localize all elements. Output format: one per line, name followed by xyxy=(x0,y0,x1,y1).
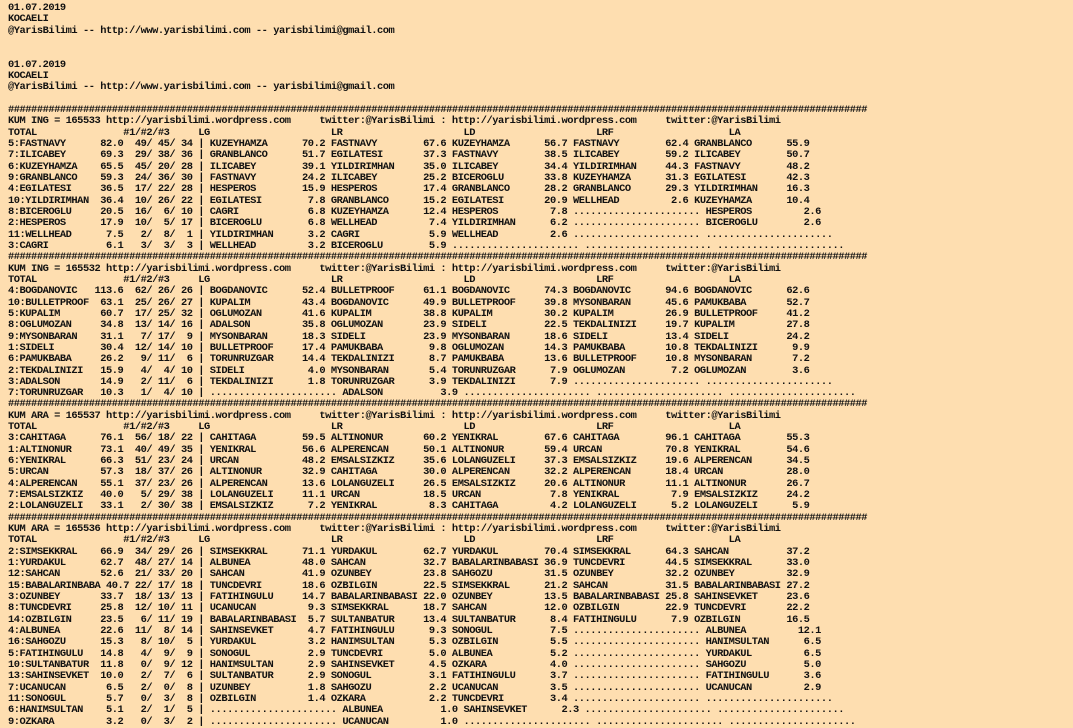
document-line: 2:HESPEROS 17.9 10/ 5/ 17 | BICEROGLU 6.8 WELLHEAD 7.4 YILDIRIMHAN 6.2 ...................... BICEROGLU 2.6 xyxy=(8,217,821,230)
document-line: 6:YENIKRAL 66.3 51/ 23/ 24 | URCAN 48.2 EMSALSIZKIZ 35.6 LOLANGUZELI 37.3 EMSALSIZKIZ 19.6 ALPERENCAN 34.5 xyxy=(8,455,810,468)
document-line: 10:YILDIRIMHAN 36.4 10/ 26/ 22 | EGILATESI 7.8 GRANBLANCO 15.2 EGILATESI 20.9 WELLHEAD 2.6 KUZEYHAMZA 10.4 xyxy=(8,194,810,207)
document-line: ##################################################################################################################################################### xyxy=(8,398,868,411)
document-line: TOTAL #1/#2/#3 LG LR LD LRF LA xyxy=(8,421,741,434)
document-line: 6:HANIMSULTAN 5.1 2/ 1/ 5 | ...................... ALBUNEA 1.0 SAHINSEVKET 2.3 ...................... ...................... xyxy=(8,704,844,717)
document-line: 5:FATIHINGULU 14.8 4/ 9/ 9 | SONOGUL 2.9 TUNCDEVRI 5.0 ALBUNEA 5.2 ...................... YURDAKUL 6.5 xyxy=(8,647,821,660)
document-line: 4:BOGDANOVIC 113.6 62/ 26/ 26 | BOGDANOVIC 52.4 BULLETPROOF 61.1 BOGDANOVIC 74.3 BOGDANOVIC 94.6 BOGDANOVIC 62.6 xyxy=(8,285,810,298)
document-line: 1:ALTINONUR 73.1 40/ 49/ 35 | YENIKRAL 56.6 ALPERENCAN 50.1 ALTINONUR 59.4 URCAN 70.8 YENIKRAL 54.6 xyxy=(8,443,810,456)
document-line: 3:ADALSON 14.9 2/ 11/ 6 | TEKDALINIZI 1.8 TORUNRUZGAR 3.9 TEKDALINIZI 7.9 ...................... ...................... xyxy=(8,375,833,388)
document-line: KUM ING = 165533 http://yarisbilimi.wordpress.com twitter:@YarisBilimi : http://yarisbilimi.wordpress.com twitter:@YarisBilimi xyxy=(8,115,781,128)
document-line: 7:TORUNRUZGAR 10.3 1/ 4/ 10 | ...................... ADALSON 3.9 ...................... ...................... ...................... xyxy=(8,387,856,400)
document-line: TOTAL #1/#2/#3 LG LR LD LRF LA xyxy=(8,126,741,139)
document-line: 3:CAGRI 6.1 3/ 3/ 3 | WELLHEAD 3.2 BICEROGLU 5.9 ...................... ...................... ...................... xyxy=(8,239,844,252)
document-line: 01.07.2019 xyxy=(8,58,66,71)
document-line: 11:WELLHEAD 7.5 2/ 8/ 1 | YILDIRIMHAN 3.2 CAGRI 5.9 WELLHEAD 2.6 ...................... ...................... xyxy=(8,228,833,241)
document-line: 7:UCANUCAN 6.5 2/ 0/ 8 | UZUNBEY 1.8 SAHGOZU 2.2 UCANUCAN 3.5 ...................... UCANUCAN 2.9 xyxy=(8,681,821,694)
document-line: 4:ALPERENCAN 55.1 37/ 23/ 26 | ALPERENCAN 13.6 LOLANGUZELI 26.5 EMSALSIZKIZ 20.6 ALTINONUR 11.1 ALTINONUR 26.7 xyxy=(8,477,810,490)
document-line: @YarisBilimi -- http://www.yarisbilimi.com -- yarisbilimi@gmail.com xyxy=(8,24,395,37)
document-line: 5:KUPALIM 60.7 17/ 25/ 32 | OGLUMOZAN 41.6 KUPALIM 38.8 KUPALIM 30.2 KUPALIM 26.9 BULLETPROOF 41.2 xyxy=(8,307,810,320)
document-line: 2:LOLANGUZELI 33.1 2/ 30/ 38 | EMSALSIZKIZ 7.2 YENIKRAL 8.3 CAHITAGA 4.2 LOLANGUZELI 5.2 LOLANGUZELI 5.9 xyxy=(8,500,810,513)
document-line: 14:OZBILGIN 23.5 6/ 11/ 19 | BABALARINBABASI 5.7 SULTANBATUR 13.4 SULTANBATUR 8.4 FATIHINGULU 7.9 OZBILGIN 16.5 xyxy=(8,613,810,626)
document-line: 6:PAMUKBABA 26.2 9/ 11/ 6 | TORUNRUZGAR 14.4 TEKDALINIZI 8.7 PAMUKBABA 13.6 BULLETPROOF 10.8 MYSONBARAN 7.2 xyxy=(8,353,810,366)
document-line: 3:CAHITAGA 76.1 56/ 18/ 22 | CAHITAGA 59.5 ALTINONUR 60.2 YENIKRAL 67.6 CAHITAGA 96.1 CAHITAGA 55.3 xyxy=(8,432,810,445)
document-line: KUM ARA = 165537 http://yarisbilimi.wordpress.com twitter:@YarisBilimi : http://yarisbilimi.wordpress.com twitter:@YarisBilimi xyxy=(8,409,781,422)
document-line: 3:OZUNBEY 33.7 18/ 13/ 13 | FATIHINGULU 14.7 BABALARINBABASI 22.0 OZUNBEY 13.5 BABALARINBABASI 25.8 SAHINSEVKET 23.6 xyxy=(8,591,810,604)
document-line: 1:SIDELI 30.4 12/ 14/ 10 | BULLETPROOF 17.4 PAMUKBABA 9.8 OGLUMOZAN 14.3 PAMUKBABA 10.8 TEKDALINIZI 9.9 xyxy=(8,341,810,354)
document-line: 6:KUZEYHAMZA 65.5 45/ 20/ 28 | ILICABEY 39.1 YILDIRIMHAN 35.0 ILICABEY 34.4 YILDIRIMHAN 44.3 FASTNAVY 48.2 xyxy=(8,160,810,173)
document-line: 5:URCAN 57.3 18/ 37/ 26 | ALTINONUR 32.9 CAHITAGA 30.0 ALPERENCAN 32.2 ALPERENCAN 18.4 URCAN 28.0 xyxy=(8,466,810,479)
document-line: 16:SAHGOZU 15.3 8/ 10/ 5 | YURDAKUL 3.2 HANIMSULTAN 5.3 OZBILGIN 5.5 ...................... HANIMSULTAN 6.5 xyxy=(8,636,821,649)
document-line xyxy=(8,48,867,59)
document-line: 7:EMSALSIZKIZ 40.0 5/ 29/ 38 | LOLANGUZELI 11.1 URCAN 18.5 URCAN 7.8 YENIKRAL 7.9 EMSALSIZKIZ 24.2 xyxy=(8,489,810,502)
document-line: 01.07.2019 xyxy=(8,2,66,14)
document-line: ##################################################################################################################################################### xyxy=(8,251,868,264)
document-line: 11:SONOGUL 5.7 0/ 3/ 8 | OZBILGIN 1.4 OZKARA 2.2 TUNCDEVRI 3.4 ...................... ...................... xyxy=(8,693,833,706)
document-line: ##################################################################################################################################################### xyxy=(8,103,868,116)
document-line: 2:SIMSEKKRAL 66.9 34/ 29/ 26 | SIMSEKKRAL 71.1 YURDAKUL 62.7 YURDAKUL 70.4 SIMSEKKRAL 64.3 SAHCAN 37.2 xyxy=(8,545,810,558)
document-line: 9:GRANBLANCO 59.3 24/ 36/ 30 | FASTNAVY 24.2 ILICABEY 25.2 BICEROGLU 33.8 KUZEYHAMZA 31.3 EGILATESI 42.3 xyxy=(8,171,810,184)
document-line: 8:TUNCDEVRI 25.8 12/ 10/ 11 | UCANUCAN 9.3 SIMSEKKRAL 18.7 SAHCAN 12.0 OZBILGIN 22.9 TUNCDEVRI 22.2 xyxy=(8,602,810,615)
document-line: 8:OGLUMOZAN 34.8 13/ 14/ 16 | ADALSON 35.8 OGLUMOZAN 23.9 SIDELI 22.5 TEKDALINIZI 19.7 KUPALIM 27.8 xyxy=(8,319,810,332)
document-line: 13:SAHINSEVKET 10.0 2/ 7/ 6 | SULTANBATUR 2.9 SONOGUL 3.1 FATIHINGULU 3.7 ...................... FATIHINGULU 3.6 xyxy=(8,670,821,683)
document-line: 15:BABALARINBABA 40.7 22/ 17/ 18 | TUNCDEVRI 18.6 OZBILGIN 22.5 SIMSEKKRAL 21.2 SAHCAN 31.5 BABALARINBABASI 27.2 xyxy=(8,579,810,592)
document-line: 10:BULLETPROOF 63.1 25/ 26/ 27 | KUPALIM 43.4 BOGDANOVIC 49.9 BULLETPROOF 39.8 MYSONBARAN 45.6 PAMUKBABA 52.7 xyxy=(8,296,810,309)
document-line: 1:YURDAKUL 62.7 48/ 27/ 14 | ALBUNEA 48.0 SAHCAN 32.7 BABALARINBABASI 36.9 TUNCDEVRI 44.5 SIMSEKKRAL 33.0 xyxy=(8,557,810,570)
document-line: 9:MYSONBARAN 31.1 7/ 17/ 9 | MYSONBARAN 18.3 SIDELI 23.9 MYSONBARAN 18.6 SIDELI 13.4 SIDELI 24.2 xyxy=(8,330,810,343)
document-line: 9:OZKARA 3.2 0/ 3/ 2 | ...................... UCANUCAN 1.0 ...................... ...................... ...................... xyxy=(8,715,856,728)
rating-document xyxy=(8,3,867,728)
document-line: KUM ING = 165532 http://yarisbilimi.wordpress.com twitter:@YarisBilimi : http://yarisbilimi.wordpress.com twitter:@YarisBilimi xyxy=(8,262,781,275)
document-line: 4:EGILATESI 36.5 17/ 22/ 28 | HESPEROS 15.9 HESPEROS 17.4 GRANBLANCO 28.2 GRANBLANCO 29.3 YILDIRIMHAN 16.3 xyxy=(8,183,810,196)
document-line: 2:TEKDALINIZI 15.9 4/ 4/ 10 | SIDELI 4.0 MYSONBARAN 5.4 TORUNRUZGAR 7.9 OGLUMOZAN 7.2 OGLUMOZAN 3.6 xyxy=(8,364,810,377)
document-line: 7:ILICABEY 69.3 29/ 38/ 36 | GRANBLANCO 51.7 EGILATESI 37.3 FASTNAVY 38.5 ILICABEY 59.2 ILICABEY 50.7 xyxy=(8,149,810,162)
document-line xyxy=(8,37,867,48)
document-line: KOCAELI xyxy=(8,13,49,26)
document-line: ##################################################################################################################################################### xyxy=(8,511,868,524)
document-line: @YarisBilimi -- http://www.yarisbilimi.com -- yarisbilimi@gmail.com xyxy=(8,81,395,94)
document-line: TOTAL #1/#2/#3 LG LR LD LRF LA xyxy=(8,273,741,286)
document-line: 4:ALBUNEA 22.6 11/ 8/ 14 | SAHINSEVKET 4.7 FATIHINGULU 9.3 SONOGUL 7.5 ...................... ALBUNEA 12.1 xyxy=(8,625,821,638)
document-line: 10:SULTANBATUR 11.8 0/ 9/ 12 | HANIMSULTAN 2.9 SAHINSEVKET 4.5 OZKARA 4.0 ...................... SAHGOZU 5.0 xyxy=(8,659,821,672)
document-line: KOCAELI xyxy=(8,69,49,82)
document-line: TOTAL #1/#2/#3 LG LR LD LRF LA xyxy=(8,534,741,547)
document-line: 8:BICEROGLU 20.5 16/ 6/ 10 | CAGRI 6.8 KUZEYHAMZA 12.4 HESPEROS 7.8 ...................... HESPEROS 2.6 xyxy=(8,205,821,218)
document-line: 12:SAHCAN 52.6 21/ 33/ 20 | SAHCAN 41.9 OZUNBEY 23.8 SAHGOZU 31.5 OZUNBEY 32.2 OZUNBEY 32.9 xyxy=(8,568,810,581)
document-line: KUM ARA = 165536 http://yarisbilimi.wordpress.com twitter:@YarisBilimi : http://yarisbilimi.wordpress.com twitter:@YarisBilimi xyxy=(8,523,781,536)
document-line: 5:FASTNAVY 82.0 49/ 45/ 34 | KUZEYHAMZA 70.2 FASTNAVY 67.6 KUZEYHAMZA 56.7 FASTNAVY 62.4 GRANBLANCO 55.9 xyxy=(8,137,810,150)
